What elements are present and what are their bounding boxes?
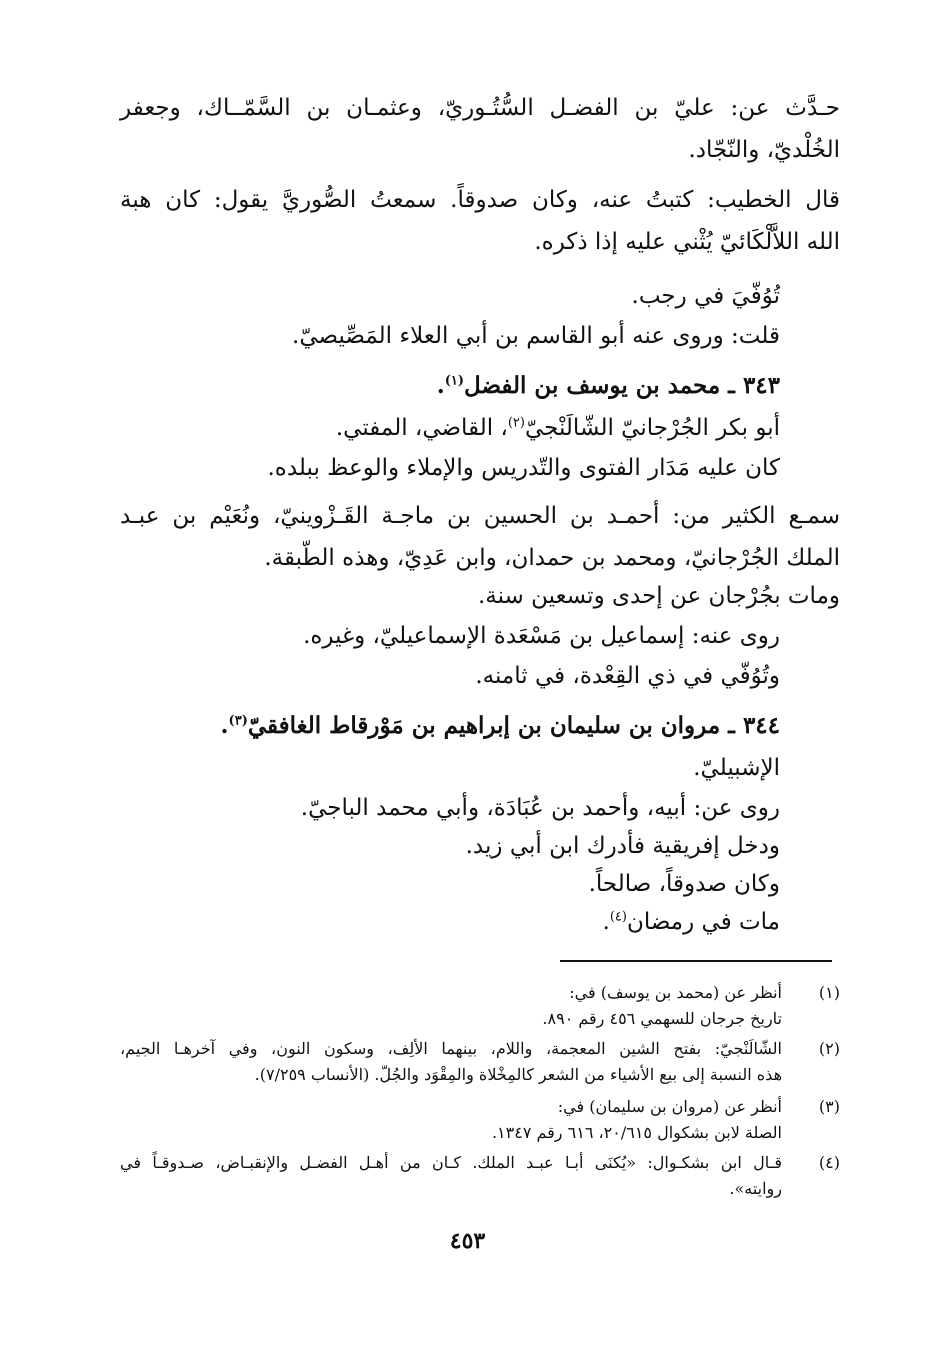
heading-text: ٣٤٣ ـ محمد بن يوسف بن الفضل [464, 372, 780, 399]
paragraph-line [466, 830, 780, 866]
footnote-3-cont [120, 1122, 840, 1148]
paragraph-line [693, 752, 780, 788]
text-span: الله اللاَّلْكَائيّ يُثْني عليه إذا ذكره. [534, 229, 840, 255]
footnote-2 [120, 1038, 840, 1064]
paragraph-line [478, 580, 840, 616]
footnote-ref: (٤) [609, 909, 627, 925]
footnote-ref: (١) [444, 373, 465, 389]
footnote-number: (١) [818, 983, 840, 1002]
text-span: تُوُفّيَ في رجب. [631, 283, 780, 309]
footnote-4 [120, 1152, 840, 1178]
page-number: ٤٥٣ [449, 1228, 486, 1254]
text-span: روى عن: أبيه، وأحمد بن عُبَادَة، وأبي محمد الباجيّ. [300, 795, 780, 821]
footnote-3 [120, 1096, 840, 1122]
paragraph-line [688, 134, 840, 170]
footnote-text: أنظر عن (مروان بن سليمان) في: [557, 1097, 782, 1116]
text-span: . [602, 909, 610, 935]
text-span: قلت: وروى عنه أبو القاسم بن أبي العلاء المَصِّيصيّ. [292, 323, 780, 349]
text-span: الخُلْديّ، والنّجّاد. [688, 137, 840, 163]
paragraph-line [267, 452, 780, 488]
paragraph-line [475, 660, 780, 696]
heading-end: . [220, 712, 229, 739]
footnote-text: قـال ابن بشكـوال: «يُكنَى أبـا عبـد الملك. كـان من أهـل الفضـل والإنقبـاض، صـدوقـاً في [120, 1153, 782, 1172]
text-span: الإشبيليّ. [693, 755, 780, 781]
text-span: كان عليه مَدَار الفتوى والتّدريس والإملاء والوعظ ببلده. [267, 455, 780, 481]
paragraph-line [534, 226, 840, 262]
footnote-text: روايته». [729, 1179, 782, 1198]
footnote-separator [560, 960, 832, 962]
text-span: حـدَّث عن: عليّ بن الفضـل السُّتُـوريّ، وعثمـان بن السَّمّــاك، وجعفر [120, 95, 840, 121]
paragraph-line [301, 792, 780, 828]
paragraph-line [303, 620, 780, 656]
heading-text: ٣٤٤ ـ مروان بن سليمان بن إبراهيم بن مَوْرقاط الغافقيّ [247, 712, 780, 739]
paragraph-line [336, 412, 780, 448]
text-span: ، القاضي، المفتي. [335, 415, 508, 441]
text-span: ودخل إفريقية فأدرك ابن أبي زيد. [465, 833, 780, 859]
footnote-text: هذه النسبة إلى بيع الأشياء من الشعر كالمِخْلاة والمِقْوَد والجُلّ. (الأنساب ٧/٢٥٩). [254, 1065, 782, 1084]
footnote-2-cont [120, 1064, 840, 1090]
text-span: ومات بجُرْجان عن إحدى وتسعين سنة. [477, 583, 840, 609]
footnote-ref: (٢) [507, 415, 525, 431]
footnote-4-cont [120, 1178, 840, 1204]
entry-heading-344 [221, 710, 780, 746]
footnote-number: (٣) [818, 1097, 840, 1116]
text-span: وتُوُفّي في ذي القِعْدة، في ثامنه. [475, 663, 780, 689]
footnote-ref: (٣) [228, 713, 248, 729]
paragraph-line [264, 542, 840, 578]
paragraph-line [632, 280, 780, 316]
footnote-number: (٢) [818, 1039, 840, 1058]
text-span: وكان صدوقاً، صالحاً. [588, 871, 780, 897]
paragraph-line [120, 92, 840, 128]
paragraph-line [120, 500, 840, 536]
paragraph-line [589, 868, 780, 904]
footnote-text: تاريخ جرجان للسهمي ٤٥٦ رقم ٨٩٠. [542, 1009, 782, 1028]
text-span: أبو بكر الجُرْجانيّ الشّالَنْجيّ [524, 415, 780, 441]
text-span: سمـع الكثير من: أحمـد بن الحسين بن ماجـة القَـزْوينيّ، ونُعَيْم بن عبـد [120, 503, 840, 529]
text-span: روى عنه: إسماعيل بن مَسْعَدة الإسماعيليّ، وغيره. [303, 623, 780, 649]
entry-heading-343 [437, 370, 780, 406]
paragraph-line [120, 184, 840, 220]
text-span: مات في رمضان [626, 909, 780, 935]
heading-end: . [436, 372, 445, 399]
footnote-number: (٤) [818, 1153, 840, 1172]
text-span: قال الخطيب: كتبتُ عنه، وكان صدوقاً. سمعتُ الصُّوريَّ يقول: كان هبة [120, 187, 840, 213]
paragraph-line [292, 320, 780, 356]
text-span: الملك الجُرْجانيّ، ومحمد بن حمدان، وابن عَدِيّ، وهذه الطّبقة. [264, 545, 840, 571]
paragraph-line [603, 906, 781, 942]
footnote-1 [120, 982, 840, 1008]
footnote-1-cont [120, 1008, 840, 1034]
footnote-text: الصلة لابن بشكوال ٢٠/٦١٥، ٦١٦ رقم ١٣٤٧. [491, 1123, 782, 1142]
footnote-text: أنظر عن (محمد بن يوسف) في: [569, 983, 782, 1002]
footnote-text: الشّالَنْجيّ: بفتح الشين المعجمة، واللام، بينهما الألِف، وسكون النون، وفي آخرهـا الجيم، [120, 1039, 782, 1058]
